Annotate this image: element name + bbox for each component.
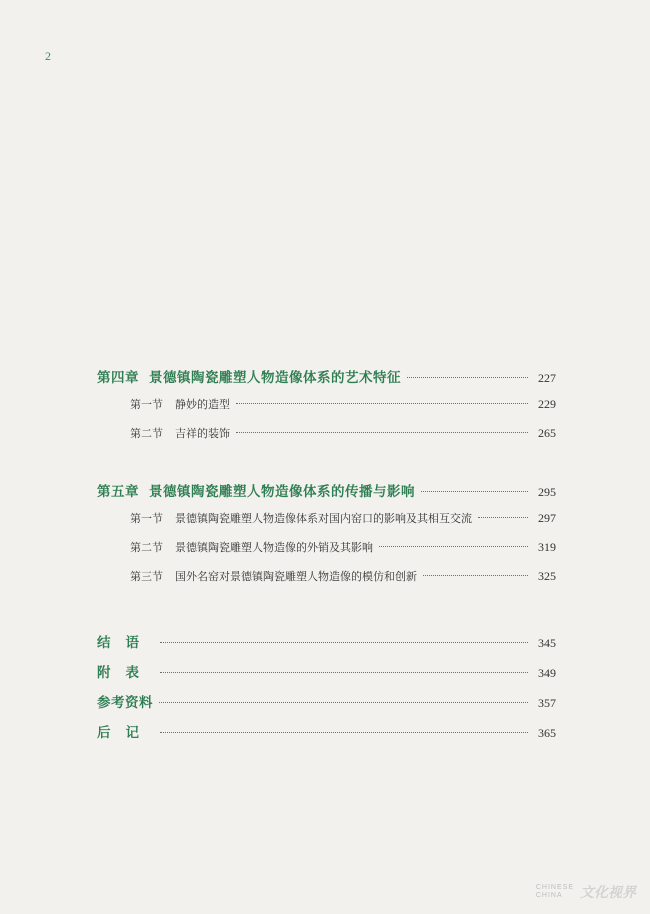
toc-back-matter-appendix <box>97 661 556 691</box>
chapter-number: 第五章 <box>97 484 139 500</box>
section-title: 国外名窑对景德镇陶瓷雕塑人物造像的模仿和创新 <box>175 570 417 583</box>
toc-chapter-5 <box>97 480 556 508</box>
watermark-logo-line2: CHINA <box>535 892 563 899</box>
watermark-logo-line1: CHINESE <box>535 884 574 891</box>
section-heading <box>130 425 230 441</box>
chapter-title: 景德镇陶瓷雕塑人物造像体系的传播与影响 <box>149 484 415 500</box>
back-matter-title: 附表 <box>97 665 154 681</box>
section-heading <box>130 396 230 412</box>
toc-chapter-4 <box>97 366 556 394</box>
page-ref: 265 <box>538 426 556 440</box>
dot-leader <box>236 432 528 433</box>
section-number: 第二节 <box>130 427 163 440</box>
chapter-heading <box>97 480 415 500</box>
page-ref: 227 <box>538 371 556 385</box>
section-heading <box>130 539 373 555</box>
toc-back-matter-afterword <box>97 721 556 751</box>
back-matter-title: 参考资料 <box>97 695 153 711</box>
page-ref: 297 <box>538 511 556 525</box>
toc-back-matter-conclusion <box>97 631 556 661</box>
chapter-title: 景德镇陶瓷雕塑人物造像体系的艺术特征 <box>149 370 401 386</box>
dot-leader <box>160 732 528 733</box>
watermark <box>536 882 636 902</box>
section-title: 景德镇陶瓷雕塑人物造像的外销及其影响 <box>175 541 373 554</box>
dot-leader <box>159 702 528 703</box>
dot-leader <box>379 546 528 547</box>
dot-leader <box>160 642 528 643</box>
section-title: 吉祥的装饰 <box>175 427 230 440</box>
section-title: 静妙的造型 <box>175 398 230 411</box>
spacer <box>97 454 556 480</box>
spacer <box>97 597 556 631</box>
page-number: 2 <box>45 49 51 63</box>
page-ref: 325 <box>538 569 556 583</box>
toc-section <box>97 425 556 454</box>
dot-leader <box>160 672 528 673</box>
watermark-text: 文化视界 <box>580 885 636 901</box>
page-ref: 349 <box>538 666 556 680</box>
table-of-contents <box>97 366 556 751</box>
toc-section <box>97 568 556 597</box>
section-heading <box>130 510 472 526</box>
dot-leader <box>478 517 528 518</box>
toc-section <box>97 539 556 568</box>
page-ref: 345 <box>538 636 556 650</box>
page-ref: 319 <box>538 540 556 554</box>
section-number: 第一节 <box>130 512 163 525</box>
section-number: 第一节 <box>130 398 163 411</box>
section-title: 景德镇陶瓷雕塑人物造像体系对国内窑口的影响及其相互交流 <box>175 512 472 525</box>
section-heading <box>130 568 417 584</box>
chapter-number: 第四章 <box>97 370 139 386</box>
dot-leader <box>236 403 528 404</box>
dot-leader <box>423 575 528 576</box>
chapter-heading <box>97 366 401 386</box>
page-ref: 357 <box>538 696 556 710</box>
dot-leader <box>421 491 528 492</box>
toc-section <box>97 396 556 425</box>
toc-section <box>97 510 556 539</box>
page-ref: 365 <box>538 726 556 740</box>
watermark-logo <box>536 884 574 900</box>
page-ref: 229 <box>538 397 556 411</box>
page-ref: 295 <box>538 485 556 499</box>
section-number: 第二节 <box>130 541 163 554</box>
dot-leader <box>407 377 528 378</box>
section-number: 第三节 <box>130 570 163 583</box>
toc-back-matter-references <box>97 691 556 721</box>
back-matter-title: 后记 <box>97 725 154 741</box>
back-matter-title: 结语 <box>97 635 154 651</box>
